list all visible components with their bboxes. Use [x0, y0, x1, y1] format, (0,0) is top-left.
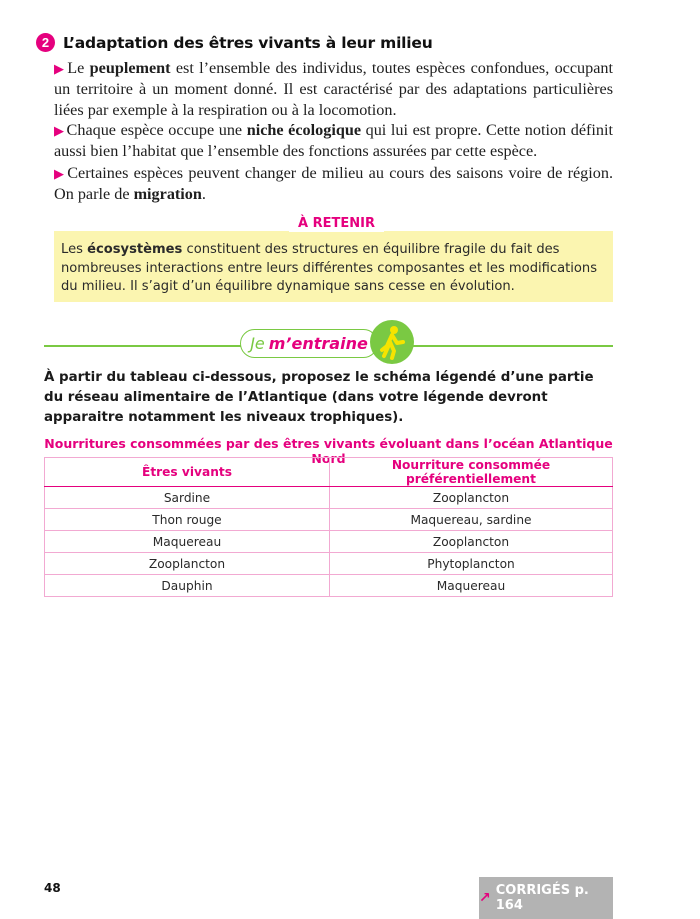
paragraph-niche	[54, 120, 613, 162]
runner-icon	[370, 320, 414, 364]
page-number: 48	[44, 881, 61, 895]
table-header-row	[45, 458, 613, 487]
table-header-cell: Êtres vivants	[45, 458, 330, 487]
entraine-heading	[240, 329, 378, 358]
table-row	[45, 531, 613, 553]
table-cell: Sardine	[45, 487, 330, 509]
entraine-je: Je	[250, 334, 265, 353]
food-table	[44, 457, 613, 597]
table-row	[45, 487, 613, 509]
table-cell: Zooplancton	[45, 553, 330, 575]
bullet-arrow-icon: ▶	[54, 166, 66, 181]
para-text: Le	[67, 59, 90, 77]
table-cell: Phytoplancton	[330, 553, 613, 575]
para-text: .	[201, 185, 206, 203]
corriges-link[interactable]	[479, 877, 613, 919]
table-cell: Maquereau	[330, 575, 613, 597]
para-keyword: peuplement	[89, 59, 171, 77]
table-cell: Zooplancton	[330, 531, 613, 553]
para-keyword: niche écologique	[246, 121, 362, 139]
retenir-text-part: Les	[61, 242, 88, 257]
table-cell: Thon rouge	[45, 509, 330, 531]
table-row	[45, 553, 613, 575]
bullet-arrow-icon: ▶	[54, 123, 65, 138]
para-text: Chaque espèce occupe une	[66, 121, 247, 139]
table-caption: Nourritures consommées par des êtres vivants évoluant dans l’océan Atlantique Nord	[44, 436, 613, 466]
retenir-text-part: constituent des structures en équilibre fragile du fait des nombreuses interactions entre leurs différentes composantes et les modifications du milieu. Il s’agit d’un équilibre dynamique sans cesse en évolution.	[61, 242, 598, 294]
para-text: est l’ensemble des individus, toutes espèces confondues, occupant un territoire à un moment donné. Il est caractérisé par des adaptations particulières liées par exemple à la respiration ou à la locomotion.	[54, 59, 613, 119]
section-heading	[36, 33, 433, 52]
retenir-label: À RETENIR	[289, 215, 384, 232]
table-cell: Maquereau, sardine	[330, 509, 613, 531]
para-text: Certaines espèces peuvent changer de milieu au cours des saisons voire de région. On parle de	[54, 164, 613, 203]
table-row	[45, 575, 613, 597]
exercise-question: À partir du tableau ci-dessous, proposez le schéma légendé d’une partie du réseau alimentaire de l’Atlantique (dans votre légende devront apparaitre notamment les niveaux trophiques).	[44, 370, 594, 425]
para-text: qui lui est propre. Cette notion définit aussi bien l’habitat que l’ensemble des fonctions assurées par cette espèce.	[54, 121, 613, 160]
retenir-text	[61, 241, 606, 297]
paragraph-peuplement	[54, 58, 613, 121]
table-cell: Dauphin	[45, 575, 330, 597]
retenir-keyword: écosystèmes	[87, 242, 183, 257]
bullet-arrow-icon: ▶	[54, 61, 66, 76]
section-title: L’adaptation des êtres vivants à leur milieu	[63, 33, 433, 52]
table-cell: Maquereau	[45, 531, 330, 553]
section-number-badge: 2	[36, 33, 55, 52]
corriges-label: CORRIGÉS p. 164	[495, 883, 589, 913]
para-keyword: migration	[133, 185, 202, 203]
entraine-ment: m’entraine	[268, 334, 368, 353]
arrow-up-right-icon: ↗	[479, 890, 491, 906]
paragraph-migration	[54, 163, 613, 205]
table-header-cell: Nourriture consommée préférentiellement	[330, 458, 613, 487]
table-cell: Zooplancton	[330, 487, 613, 509]
table-row	[45, 509, 613, 531]
